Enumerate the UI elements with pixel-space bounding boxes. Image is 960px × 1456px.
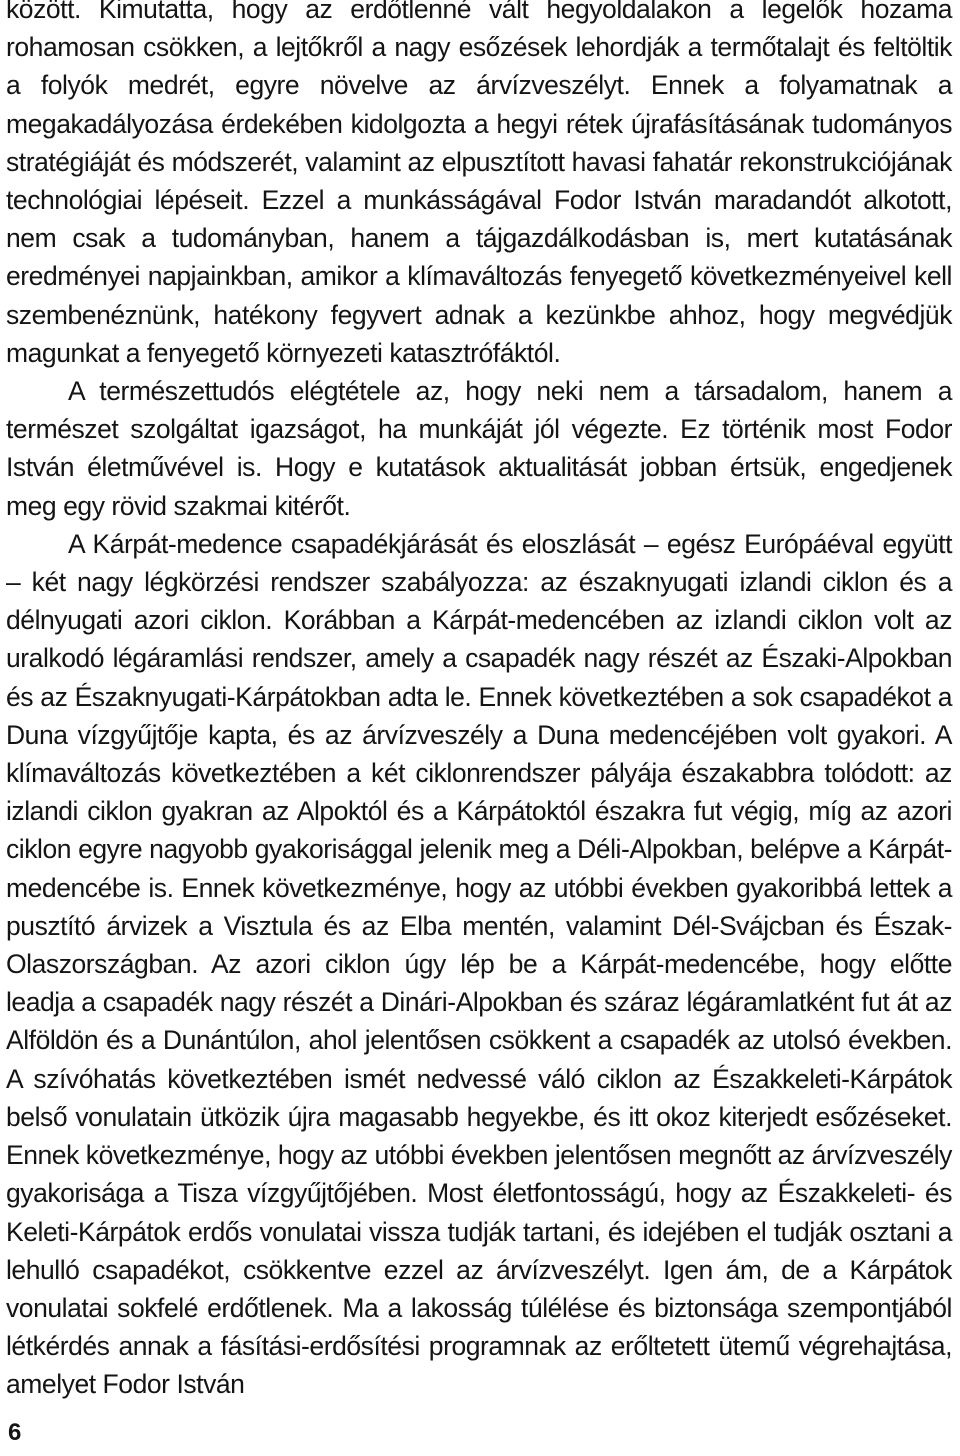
body-text xyxy=(6,0,952,1404)
paragraph-3: A Kárpát-medence csapadékjárását és eloszlását – egész Európáéval együtt – két nagy légkörzési rendszer szabályozza: az északnyugati izlandi ciklon és a délnyugati azori ciklon. Korábban a Kárpát-medencében az izlandi ciklon volt az uralkodó légáramlási rendszer, amely a csapadék nagy részét az Északi-Alpokban és az Északnyugati-Kárpátokban adta le. Ennek következtében a sok csapadékot a Duna vízgyűjtője kapta, és az árvízveszély a Duna medencéjében volt gyakori. A klímaváltozás következtében a két ciklonrendszer pályája északabbra tolódott: az izlandi ciklon gyakran az Alpoktól és a Kárpátoktól északra fut végig, míg az azori ciklon egyre nagyobb gyakorisággal jelenik meg a Déli-Alpokban, belépve a Kárpát-medencébe is. Ennek következménye, hogy az utóbbi években gyakoribbá lettek a pusztító árvizek a Visztula és az Elba mentén, valamint Dél-Svájcban és Észak-Olaszországban. Az azori ciklon úgy lép be a Kárpát-medencébe, hogy előtte leadja a csapadék nagy részét a Dinári-Alpokban és száraz légáramlatként fut át az Alföldön és a Dunántúlon, ahol jelentősen csökkent a csapadék az utolsó években. A szívóhatás következtében ismét nedvessé váló ciklon az Északkeleti-Kárpátok belső vonulatain ütközik újra magasabb hegyekbe, és itt okoz kiterjedt esőzéseket. Ennek következménye, hogy az utóbbi években jelentősen megnőtt az árvízveszély gyakorisága a Tisza vízgyűjtőjében. Most életfontosságú, hogy az Északkeleti- és Keleti-Kárpátok erdős vonulatai vissza tudják tartani, és idejében el tudják osztani a lehulló csapadékot, csökkentve ezzel az árvízveszélyt. Igen ám, de a Kárpátok vonulatai sokfelé erdőtlenek. Ma a lakosság túlélése és biztonsága szempontjából létkérdés annak a fásítási-erdősítési programnak az erőltetett ütemű végrehajtása, amelyet Fodor István xyxy=(6,528,952,1400)
page-number: 6 xyxy=(8,1419,22,1446)
paragraph-2: A természettudós elégtétele az, hogy neki nem a társadalom, hanem a természet szolgáltat igazságot, ha munkáját jól végezte. Ez történik most Fodor István életművével is. Hogy e kutatások aktualitását jobban értsük, engedjenek meg egy rövid szakmai kitérőt. xyxy=(6,376,952,521)
document-page xyxy=(6,0,952,1456)
paragraph-1: között. Kimutatta, hogy az erdőtlenné vált hegyoldalakon a legelők hozama rohamosan csökken, a lejtőkről a nagy esőzések lehordják a termőtalajt és feltöltik a folyók medrét, egyre növelve az árvízveszélyt. Ennek a folyamatnak a megakadályozása érdekében kidolgozta a hegyi rétek újrafásításának tudományos stratégiáját és módszerét, valamint az elpusztított havasi fahatár rekonstrukciójának technológiai lépéseit. Ezzel a munkásságával Fodor István maradandót alkotott, nem csak a tudományban, hanem a tájgazdálkodásban is, mert kutatásának eredményei napjainkban, amikor a klímaváltozás fenyegető következményeivel kell szembenéznünk, hatékony fegyvert adnak a kezünkbe ahhoz, hogy megvédjük magunkat a fenyegető környezeti katasztrófáktól. xyxy=(6,0,952,368)
